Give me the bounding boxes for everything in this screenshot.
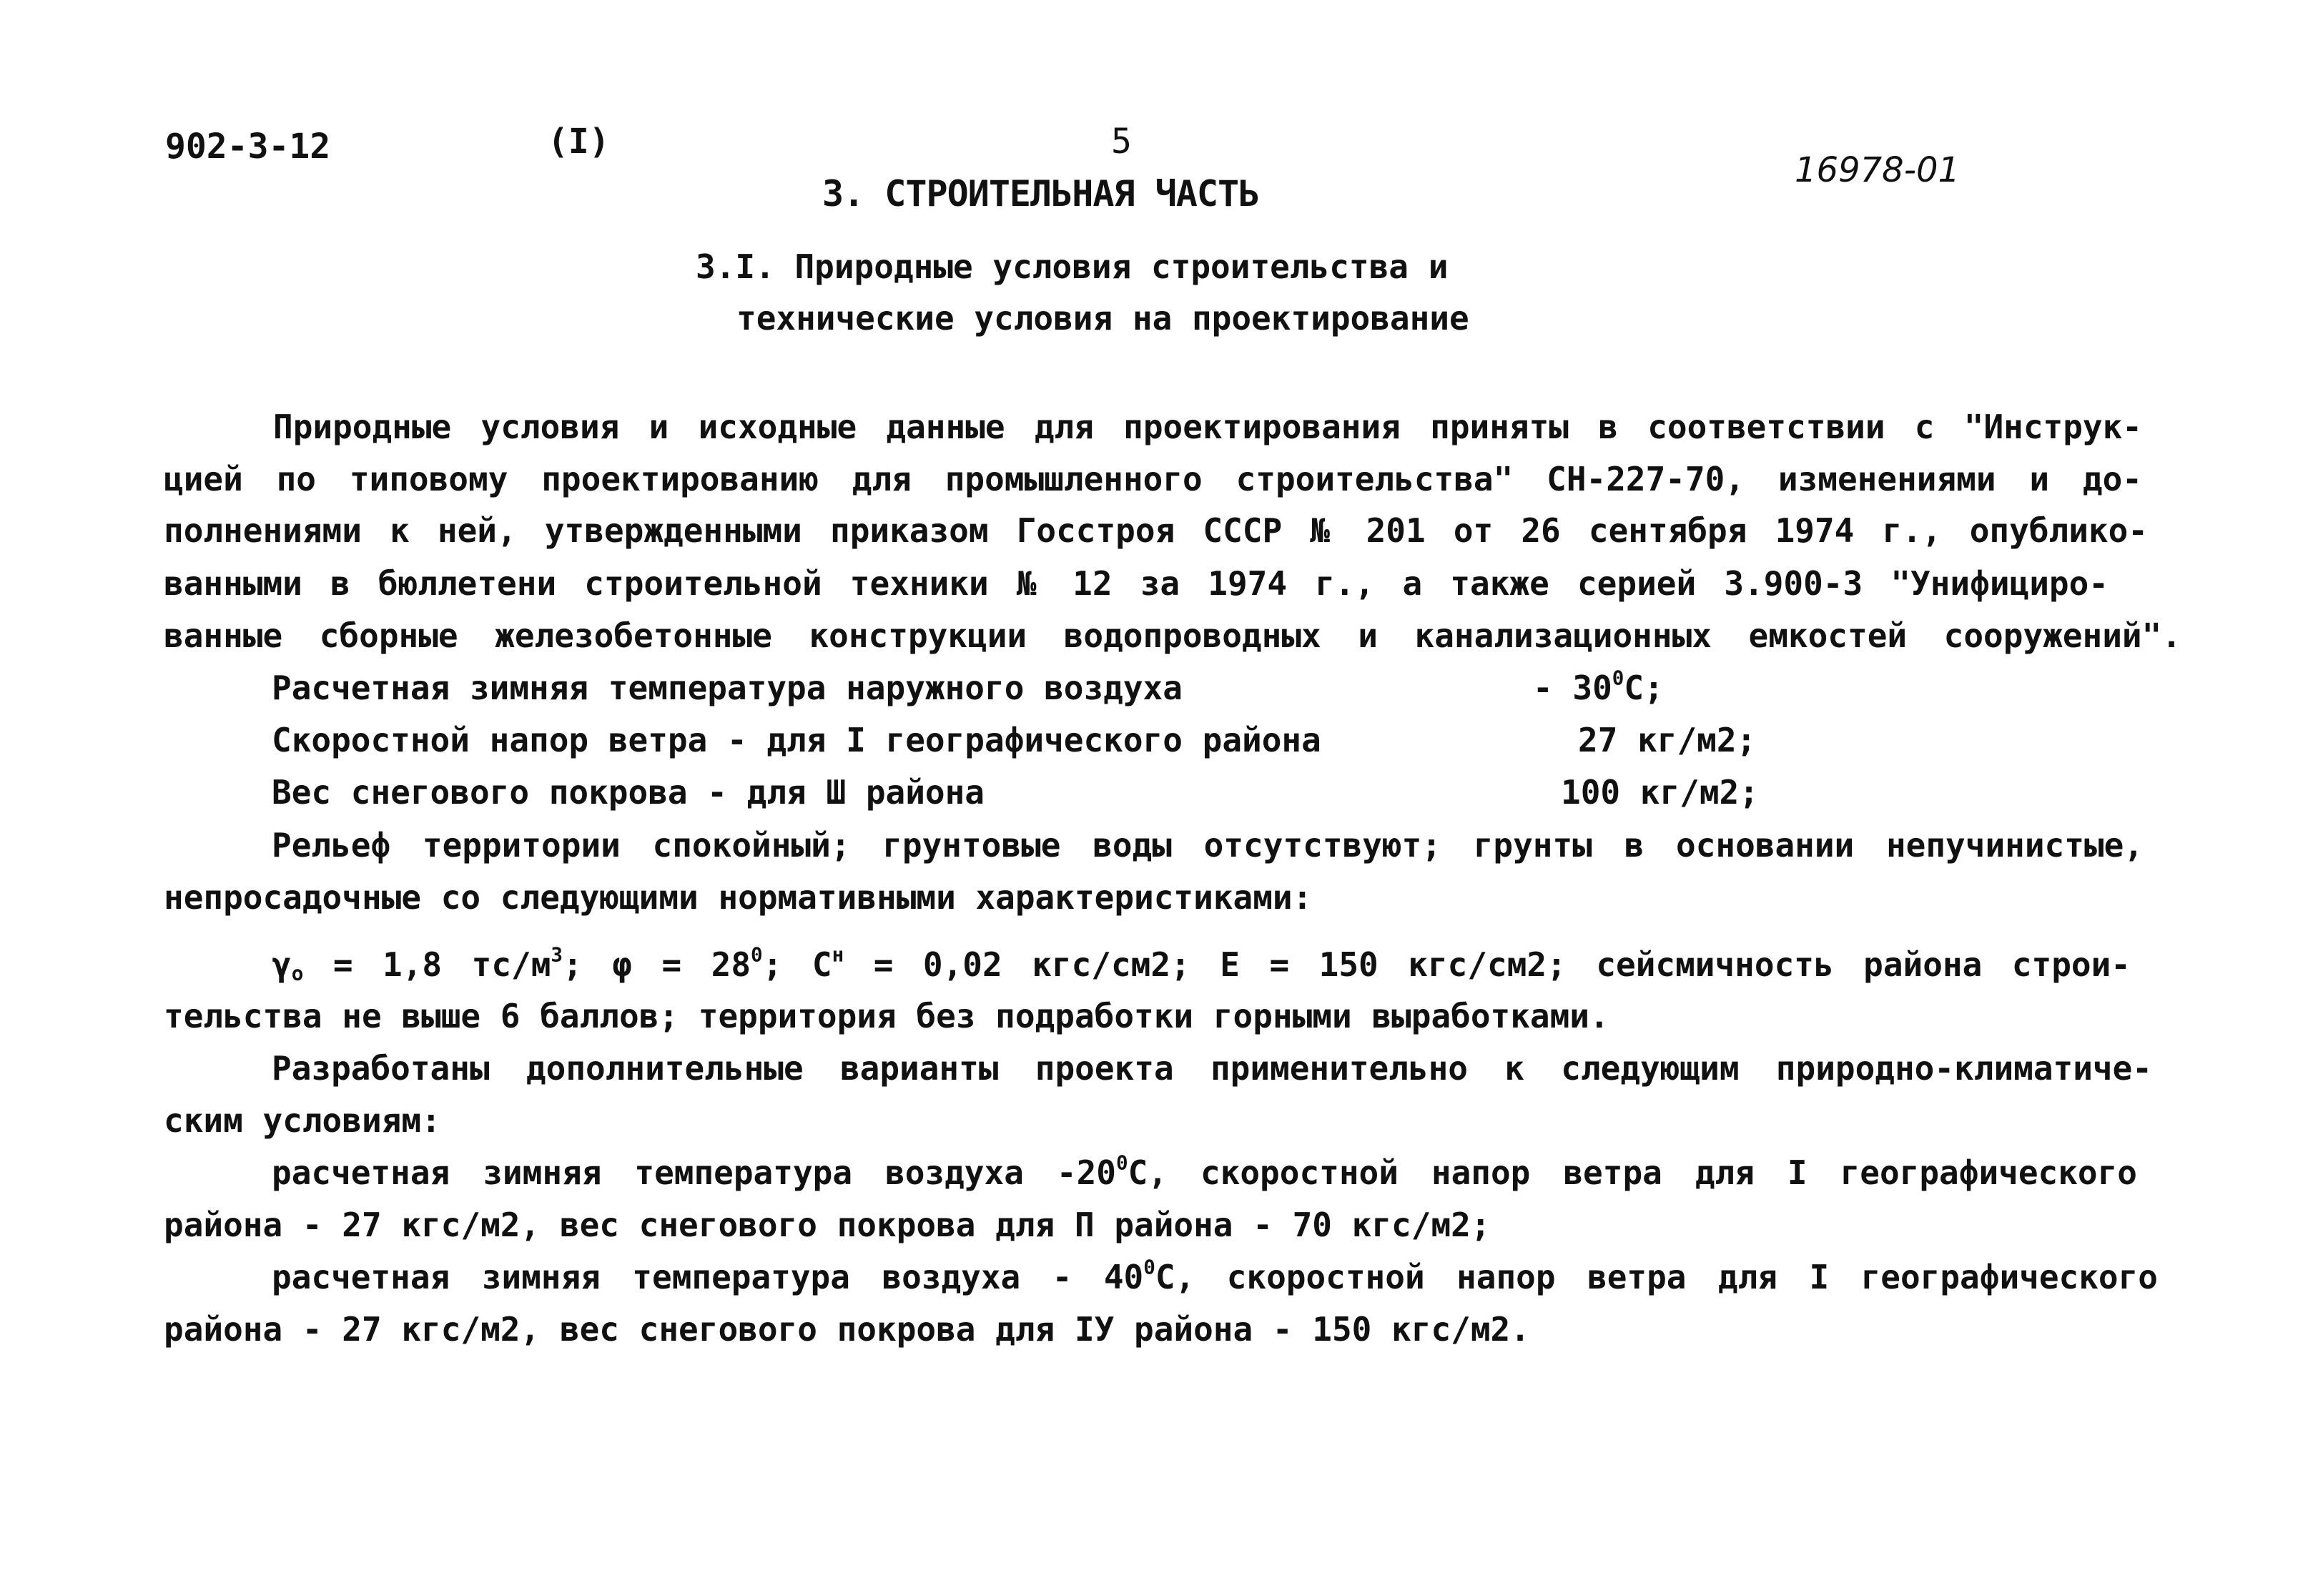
variants-intro-line-1: Разработаны дополнительные варианты проекта применительно к следующим природно-климатиче- [272, 1049, 2152, 1088]
param-value-snow: 100 кг/м2; [1561, 773, 1759, 812]
part-number: (I) [548, 122, 610, 162]
intro-line-5: ванные сборные железобетонные конструкции водопроводных и канализационных емкостей сооружений". [164, 616, 2181, 655]
intro-line-1: Природные условия и исходные данные для проектирования приняты в соответствии с "Инструк- [273, 408, 2142, 446]
subsection-title-line2: технические условия на проектирование [736, 299, 1469, 338]
variant-1-line-2: района - 27 кгс/м2, вес снегового покрова для П района - 70 кгс/м2; [164, 1206, 1491, 1244]
soil-line-1: $\gamma_o = 1,8$ $тс/м^3$; $\varphi = 28^0$; $С^н = 0,02$ кгс/см2; Е = 150 кгс/см2; сейсмичность района строи- [272, 942, 2131, 985]
variants-intro-line-2: ским условиям: [164, 1101, 441, 1140]
intro-line-2: цией по типовому проектированию для промышленного строительства" СН-227-70, изменениями и до- [164, 460, 2142, 498]
param-value-temperature: - $30^0С$; [1533, 666, 1664, 707]
section-title: 3. СТРОИТЕЛЬНАЯ ЧАСТЬ [822, 173, 1260, 215]
param-label-wind: Скоростной напор ветра - для I географического района [272, 721, 1321, 759]
variant-1-line-1: расчетная зимняя температура воздуха $-20^0С$, скоростной напор ветра для I географического [272, 1151, 2137, 1192]
subsection-title-line1: 3.I. Природные условия строительства и [696, 247, 1449, 286]
archive-number: 16978-01 [1795, 150, 1961, 190]
intro-line-3: полнениями к ней, утвержденными приказом Госстроя СССР № 201 от 26 сентября 1974 г., опублико- [164, 511, 2148, 550]
relief-line-2: непросадочные со следующими нормативными характеристиками: [164, 878, 1313, 917]
soil-line-2: тельства не выше 6 баллов; территория без подработки горными выработками. [164, 997, 1609, 1035]
variant-2-line-2: района - 27 кгс/м2, вес снегового покрова для IУ района - 150 кгс/м2. [164, 1310, 1530, 1349]
page-number: 5 [1111, 122, 1132, 162]
relief-line-1: Рельеф территории спокойный; грунтовые воды отсутствуют; грунты в основании непучинистые, [272, 826, 2144, 864]
intro-line-4: ванными в бюллетени строительной техники № 12 за 1974 г., а также серией 3.900-3 "Унифициро- [164, 564, 2109, 603]
param-value-wind: 27 кг/м2; [1578, 721, 1757, 759]
param-label-temperature: Расчетная зимняя температура наружного воздуха [272, 669, 1183, 707]
param-label-snow: Вес снегового покрова - для Ш района [272, 773, 985, 812]
variant-2-line-1: расчетная зимняя температура воздуха - $40^0С$, скоростной напор ветра для I географического [272, 1255, 2159, 1296]
doc-code: 902-3-12 [165, 127, 331, 167]
